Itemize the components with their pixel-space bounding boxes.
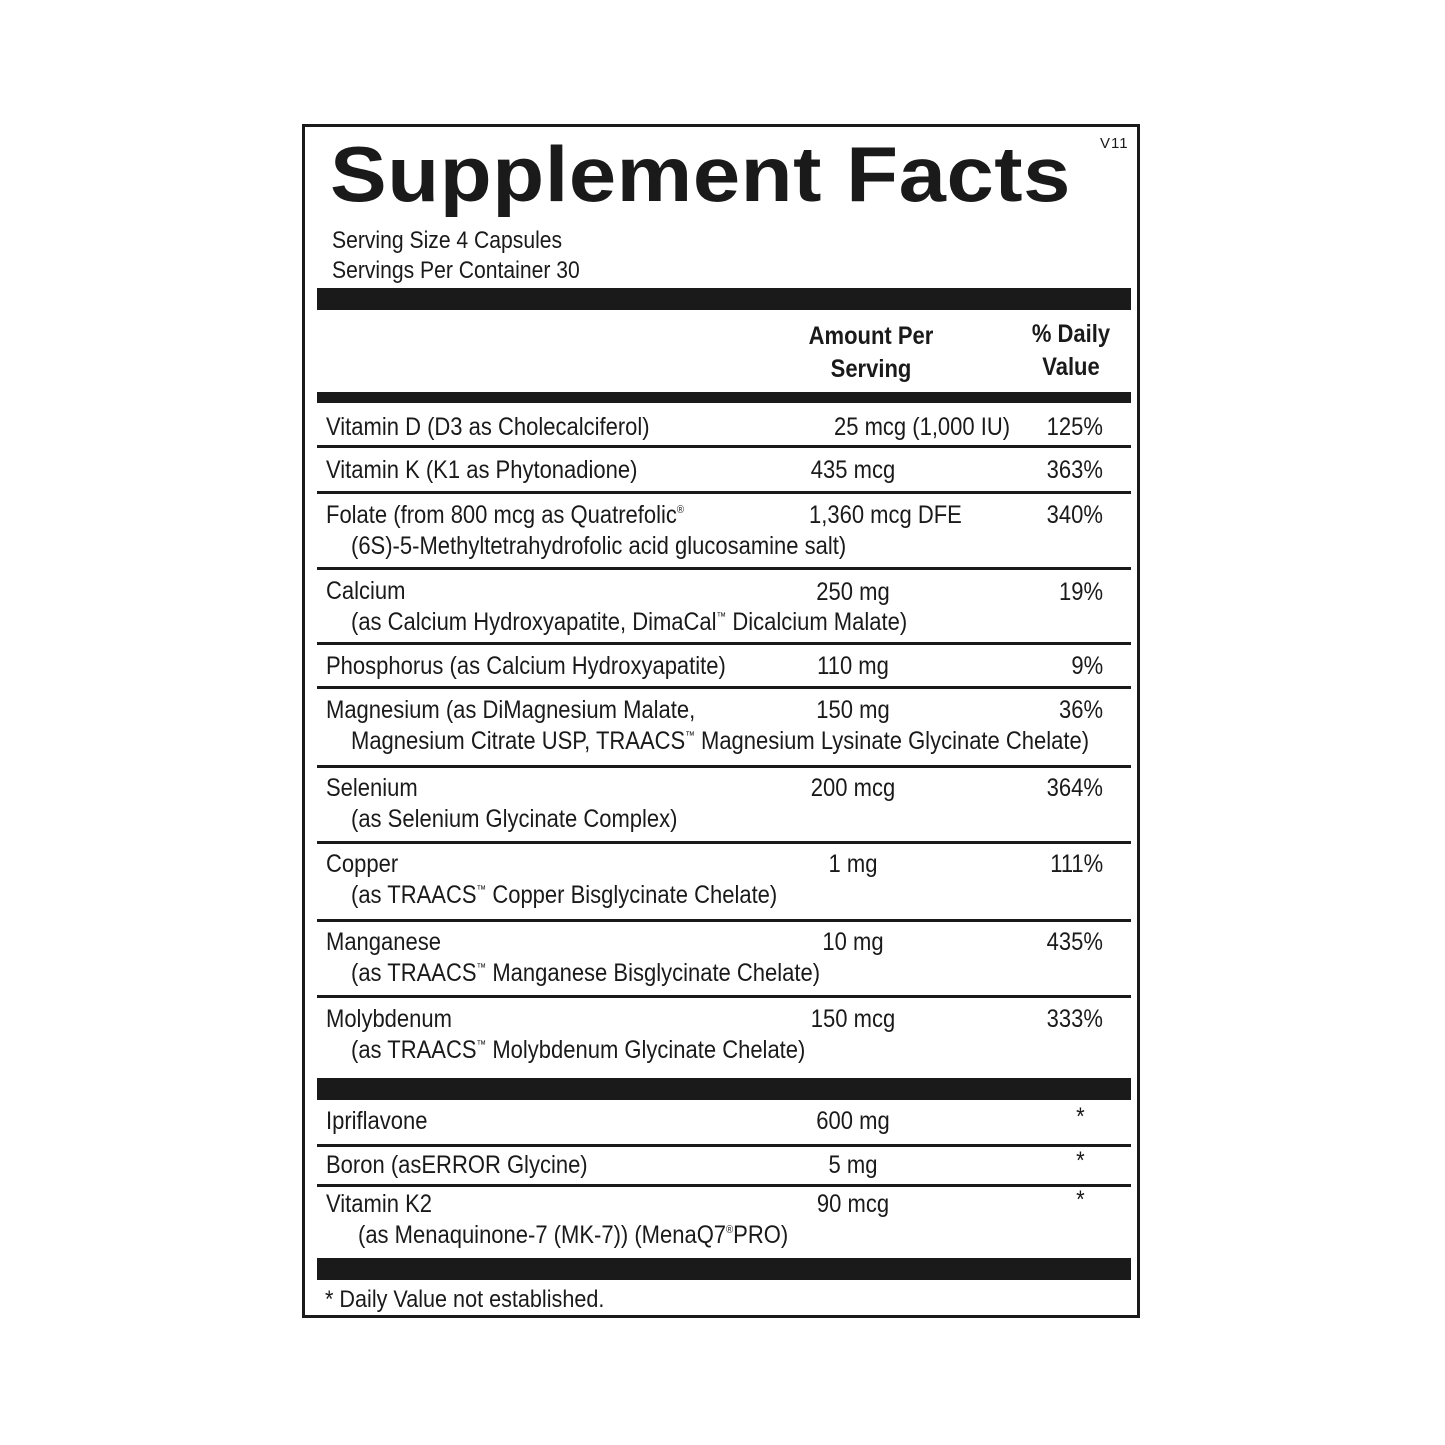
nutrient-amount-calcium: 250 mg bbox=[816, 578, 890, 606]
nutrient-name-manganese: Manganese bbox=[326, 928, 441, 956]
nutrient-dv-vitamin-k: 363% bbox=[1046, 456, 1103, 484]
nutrient-source-selenium: (as Selenium Glycinate Complex) bbox=[351, 805, 678, 833]
nutrient-amount-molybdenum: 150 mcg bbox=[810, 1005, 896, 1033]
supplement-facts-panel bbox=[302, 124, 1140, 1318]
nutrient-amount-vitamin-d: 25 mcg (1,000 IU) bbox=[834, 413, 1011, 441]
nutrient-source-magnesium: Magnesium Citrate USP, TRAACS™ Magnesium Lysinate Glycinate Chelate) bbox=[351, 727, 1090, 755]
row-divider bbox=[317, 686, 1131, 689]
nutrient-name-magnesium: Magnesium (as DiMagnesium Malate, bbox=[326, 696, 696, 724]
ingredient-amount-boron: 5 mg bbox=[828, 1151, 878, 1179]
nutrient-amount-magnesium: 150 mg bbox=[816, 696, 890, 724]
nutrient-name-vitamin-k: Vitamin K (K1 as Phytonadione) bbox=[326, 456, 638, 484]
nutrient-source-folate: (6S)-5-Methyltetrahydrofolic acid glucosamine salt) bbox=[351, 532, 847, 560]
nutrient-dv-calcium: 19% bbox=[1058, 578, 1103, 606]
row-divider bbox=[317, 445, 1131, 448]
nutrient-amount-vitamin-k: 435 mcg bbox=[810, 456, 896, 484]
row-divider bbox=[317, 1184, 1131, 1187]
ingredient-name-ipriflavone: Ipriflavone bbox=[326, 1107, 428, 1135]
nutrient-name-molybdenum: Molybdenum bbox=[326, 1005, 452, 1033]
nutrient-name-calcium: Calcium bbox=[326, 577, 406, 605]
ingredient-source-vitamin-k2: (as Menaquinone-7 (MK-7)) (MenaQ7®PRO) bbox=[358, 1221, 789, 1249]
nutrient-name-vitamin-d: Vitamin D (D3 as Cholecalciferol) bbox=[326, 413, 650, 441]
nutrient-dv-vitamin-d: 125% bbox=[1046, 413, 1103, 441]
nutrient-name-copper: Copper bbox=[326, 850, 399, 878]
footnote: * Daily Value not established. bbox=[325, 1286, 605, 1313]
nutrient-amount-folate: 1,360 mcg DFE bbox=[809, 501, 962, 529]
version-code: V11 bbox=[1100, 135, 1129, 152]
nutrient-dv-magnesium: 36% bbox=[1058, 696, 1103, 724]
amount-per-serving-header: Amount Per Serving bbox=[808, 322, 934, 383]
ingredient-dv-ipriflavone: * bbox=[1076, 1103, 1085, 1131]
row-divider bbox=[317, 567, 1131, 570]
thick-divider bbox=[317, 288, 1131, 310]
ingredient-name-boron: Boron (asERROR Glycine) bbox=[326, 1151, 588, 1179]
ingredient-dv-boron: * bbox=[1076, 1147, 1085, 1175]
daily-value-header: % Daily Value bbox=[1031, 320, 1111, 381]
row-divider bbox=[317, 919, 1131, 922]
row-divider bbox=[317, 1144, 1131, 1147]
nutrient-dv-molybdenum: 333% bbox=[1046, 1005, 1103, 1033]
nutrient-dv-copper: 111% bbox=[1049, 850, 1103, 878]
thick-divider bbox=[317, 1078, 1131, 1100]
panel-title: Supplement Facts bbox=[330, 130, 1071, 218]
row-divider bbox=[317, 995, 1131, 998]
nutrient-source-calcium: (as Calcium Hydroxyapatite, DimaCal™ Dicalcium Malate) bbox=[351, 608, 908, 636]
nutrient-amount-phosphorus: 110 mg bbox=[817, 652, 889, 680]
nutrient-dv-folate: 340% bbox=[1046, 501, 1103, 529]
nutrient-source-molybdenum: (as TRAACS™ Molybdenum Glycinate Chelate) bbox=[351, 1036, 806, 1064]
header-divider bbox=[317, 392, 1131, 403]
ingredient-amount-vitamin-k2: 90 mcg bbox=[816, 1190, 890, 1218]
nutrient-amount-copper: 1 mg bbox=[828, 850, 878, 878]
row-divider bbox=[317, 642, 1131, 645]
nutrient-source-manganese: (as TRAACS™ Manganese Bisglycinate Chelate) bbox=[351, 959, 821, 987]
row-divider bbox=[317, 765, 1131, 768]
row-divider bbox=[317, 491, 1131, 494]
nutrient-name-phosphorus: Phosphorus (as Calcium Hydroxyapatite) bbox=[326, 652, 726, 680]
serving-size: Serving Size 4 Capsules bbox=[332, 227, 563, 254]
nutrient-dv-phosphorus: 9% bbox=[1071, 652, 1103, 680]
nutrient-dv-selenium: 364% bbox=[1046, 774, 1103, 802]
ingredient-name-vitamin-k2: Vitamin K2 bbox=[326, 1190, 432, 1218]
nutrient-dv-manganese: 435% bbox=[1046, 928, 1103, 956]
ingredient-amount-ipriflavone: 600 mg bbox=[816, 1107, 890, 1135]
nutrient-name-folate: Folate (from 800 mcg as Quatrefolic® bbox=[326, 501, 685, 529]
nutrient-amount-manganese: 10 mg bbox=[822, 928, 884, 956]
nutrient-source-copper: (as TRAACS™ Copper Bisglycinate Chelate) bbox=[351, 881, 778, 909]
nutrient-name-selenium: Selenium bbox=[326, 774, 418, 802]
row-divider bbox=[317, 841, 1131, 844]
ingredient-dv-vitamin-k2: * bbox=[1076, 1186, 1085, 1214]
servings-per-container: Servings Per Container 30 bbox=[332, 257, 580, 284]
thick-divider bbox=[317, 1258, 1131, 1280]
nutrient-amount-selenium: 200 mcg bbox=[810, 774, 896, 802]
